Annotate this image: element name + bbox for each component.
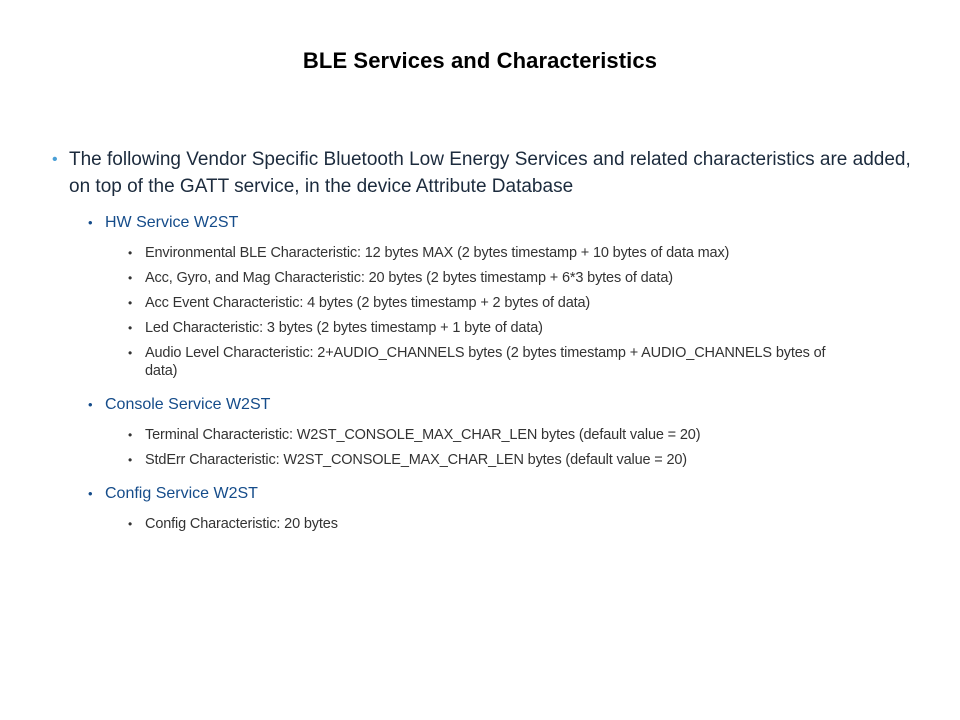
- service-item-hw: [52, 212, 932, 234]
- characteristic-text: Acc Event Characteristic: 4 bytes (2 bytes timestamp + 2 bytes of data): [145, 295, 591, 311]
- characteristic-list-console: [52, 426, 932, 469]
- characteristic-item: [52, 515, 932, 533]
- bullet-icon: •: [128, 271, 133, 285]
- characteristic-text: Config Characteristic: 20 bytes: [145, 516, 338, 532]
- characteristic-text: Led Characteristic: 3 bytes (2 bytes timestamp + 1 byte of data): [145, 320, 543, 336]
- characteristic-item: [52, 269, 932, 287]
- service-name: Console Service W2ST: [105, 396, 271, 413]
- slide-title: BLE Services and Characteristics: [302, 48, 658, 73]
- characteristic-item: [52, 451, 932, 469]
- characteristic-text: StdErr Characteristic: W2ST_CONSOLE_MAX_CHAR_LEN bytes (default value = 20): [145, 452, 687, 468]
- characteristic-item: [52, 344, 855, 380]
- bullet-icon: •: [88, 215, 93, 230]
- characteristic-list-config: [52, 515, 932, 533]
- bullet-icon: •: [52, 151, 58, 168]
- characteristic-text: Acc, Gyro, and Mag Characteristic: 20 bytes (2 bytes timestamp + 6*3 bytes of data): [145, 270, 673, 286]
- characteristic-text: Environmental BLE Characteristic: 12 bytes MAX (2 bytes timestamp + 10 bytes of data max): [145, 245, 730, 261]
- characteristic-text: Terminal Characteristic: W2ST_CONSOLE_MAX_CHAR_LEN bytes (default value = 20): [145, 427, 701, 443]
- service-name: HW Service W2ST: [105, 214, 239, 231]
- bullet-icon: •: [128, 453, 133, 467]
- slide-content: [52, 146, 932, 547]
- characteristic-text: Audio Level Characteristic: 2+AUDIO_CHANNELS bytes (2 bytes timestamp + AUDIO_CHANNELS bytes of data): [145, 345, 826, 379]
- bullet-icon: •: [88, 397, 93, 412]
- service-list: [52, 212, 932, 533]
- characteristic-list-hw: [52, 244, 932, 380]
- bullet-icon: •: [128, 346, 133, 360]
- intro-bullet: [52, 146, 932, 200]
- service-name: Config Service W2ST: [105, 485, 258, 502]
- service-item-config: [52, 483, 932, 505]
- service-item-console: [52, 394, 932, 416]
- characteristic-item: [52, 426, 932, 444]
- intro-text: The following Vendor Specific Bluetooth Low Energy Services and related characteristics are added, on top of the GATT service, in the device Attribute Database: [69, 149, 911, 197]
- characteristic-item: [52, 319, 932, 337]
- characteristic-item: [52, 294, 932, 312]
- bullet-icon: •: [128, 246, 133, 260]
- bullet-icon: •: [128, 296, 133, 310]
- characteristic-item: [52, 244, 932, 262]
- bullet-icon: •: [88, 486, 93, 501]
- bullet-icon: •: [128, 428, 133, 442]
- bullet-icon: •: [128, 517, 133, 531]
- bullet-icon: •: [128, 321, 133, 335]
